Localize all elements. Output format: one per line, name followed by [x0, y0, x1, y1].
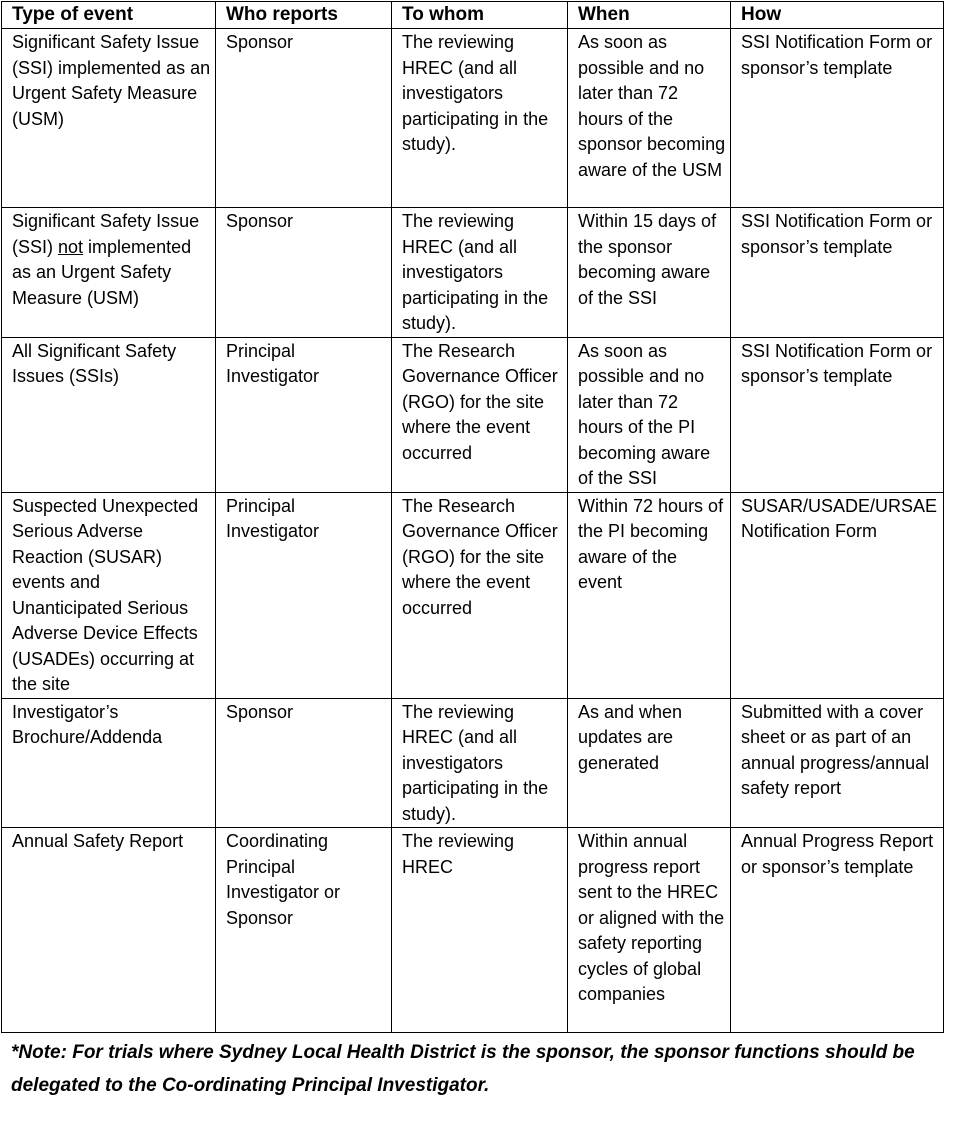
cell-to-whom: The reviewing HREC (and all investigators participating in the study).	[392, 208, 568, 338]
cell-to-whom: The reviewing HREC (and all investigators participating in the study).	[392, 29, 568, 208]
header-to-whom: To whom	[392, 2, 568, 29]
cell-type-of-event: Suspected Unexpected Serious Adverse Reaction (SUSAR) events and Unanticipated Serious Adverse Device Effects (USADEs) occurring at the site	[2, 492, 216, 698]
cell-how: SUSAR/USADE/URSAE Notification Form	[731, 492, 944, 698]
cell-how: SSI Notification Form or sponsor’s template	[731, 208, 944, 338]
type-text-part: Significant Safety Issue (SSI)	[12, 211, 200, 257]
cell-to-whom: The Research Governance Officer (RGO) for the site where the event occurred	[392, 492, 568, 698]
table-row	[2, 828, 944, 1033]
cell-to-whom: The reviewing HREC (and all investigators participating in the study).	[392, 698, 568, 828]
cell-who-reports: Sponsor	[216, 29, 392, 208]
cell-who-reports: Principal Investigator	[216, 492, 392, 698]
cell-how: SSI Notification Form or sponsor’s template	[731, 29, 944, 208]
table-row	[2, 698, 944, 828]
table-row	[2, 29, 944, 208]
footnote: *Note: For trials where Sydney Local Health District is the sponsor, the sponsor functions should be delegated to the Co-ordinating Principal Investigator.	[11, 1042, 915, 1096]
cell-type-of-event: Significant Safety Issue (SSI) implemented as an Urgent Safety Measure (USM)	[2, 29, 216, 208]
table-header-row	[2, 2, 944, 29]
cell-to-whom: The reviewing HREC	[392, 828, 568, 1033]
cell-when: As soon as possible and no later than 72 hours of the sponsor becoming aware of the USM	[568, 29, 731, 208]
cell-when: As and when updates are generated	[568, 698, 731, 828]
safety-reporting-table	[1, 1, 944, 1033]
cell-who-reports: Principal Investigator	[216, 337, 392, 492]
cell-type-of-event	[2, 208, 216, 338]
header-type-of-event: Type of event	[2, 2, 216, 29]
underlined-not: not	[58, 236, 84, 257]
cell-who-reports: Sponsor	[216, 698, 392, 828]
header-who-reports: Who reports	[216, 2, 392, 29]
table-row	[2, 337, 944, 492]
cell-type-of-event: Annual Safety Report	[2, 828, 216, 1033]
table-row	[2, 492, 944, 698]
document-page	[1, 1, 947, 1102]
cell-when: Within 72 hours of the PI becoming aware of the event	[568, 492, 731, 698]
type-text-part: implemented as an Urgent Safety Measure (USM)	[12, 236, 192, 308]
cell-how: SSI Notification Form or sponsor’s template	[731, 337, 944, 492]
cell-type-of-event: All Significant Safety Issues (SSIs)	[2, 337, 216, 492]
table-row	[2, 208, 944, 338]
header-when: When	[568, 2, 731, 29]
cell-who-reports: Sponsor	[216, 208, 392, 338]
cell-when: Within annual progress report sent to the HREC or aligned with the safety reporting cycles of global companies	[568, 828, 731, 1033]
header-how: How	[731, 2, 944, 29]
cell-type-of-event: Investigator’s Brochure/Addenda	[2, 698, 216, 828]
cell-when: As soon as possible and no later than 72 hours of the PI becoming aware of the SSI	[568, 337, 731, 492]
cell-who-reports: Coordinating Principal Investigator or Sponsor	[216, 828, 392, 1033]
cell-to-whom: The Research Governance Officer (RGO) for the site where the event occurred	[392, 337, 568, 492]
cell-how: Submitted with a cover sheet or as part of an annual progress/annual safety report	[731, 698, 944, 828]
cell-how: Annual Progress Report or sponsor’s template	[731, 828, 944, 1033]
cell-when: Within 15 days of the sponsor becoming aware of the SSI	[568, 208, 731, 338]
